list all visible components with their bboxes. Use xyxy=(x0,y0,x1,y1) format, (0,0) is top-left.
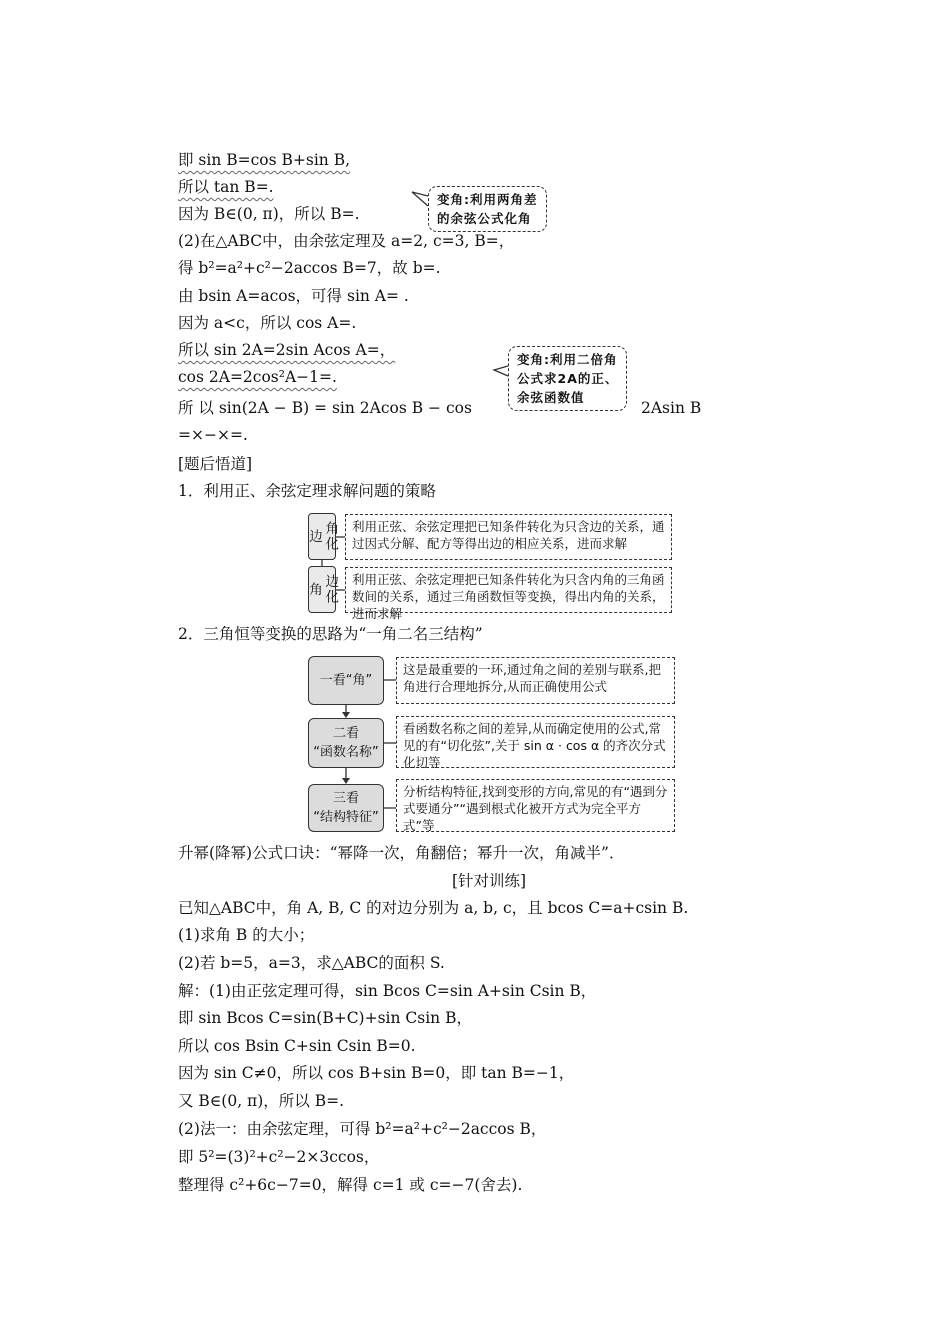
flow-step-label: “结构特征” xyxy=(313,810,379,825)
annotation-line: 变角:利用两角差 xyxy=(437,192,538,207)
annotation-line: 变角:利用二倍角 xyxy=(517,352,618,367)
solution-line-5: 又 B∈(0, π)，所以 B=. xyxy=(178,1092,345,1110)
section-heading-practice: [针对训练] xyxy=(452,872,527,890)
strategy-title: 1．利用正、余弦定理求解问题的策略 xyxy=(178,482,436,500)
flow-step-function-name xyxy=(308,718,384,768)
line-8: 所以 sin 2A=2sin Acos A=， xyxy=(178,341,396,359)
line-4: (2)在△ABC中，由余弦定理及 a=2, c=3, B=， xyxy=(178,232,515,250)
line-11: =×−×=. xyxy=(178,426,248,444)
flow-desc-angle: 这是最重要的一环,通过角之间的差别与联系,把角进行合理地拆分,从而正确使用公式 xyxy=(396,657,675,704)
tag-label: 边化角 xyxy=(306,574,339,605)
solution-line-2: 即 sin Bcos C=sin(B+C)+sin Csin B， xyxy=(178,1009,472,1027)
mnemonic-line: 升幂(降幂)公式口诀：“幂降一次，角翻倍；幂升一次，角减半”． xyxy=(178,844,625,862)
problem-statement: 已知△ABC中，角 A, B, C 的对边分别为 a, b, c，且 bcos C=a+csin B. xyxy=(178,899,689,917)
solution-line-4: 因为 sin C≠0，所以 cos B+sin B=0，即 tan B=−1， xyxy=(178,1064,575,1082)
problem-part-1: (1)求角 B 的大小； xyxy=(178,926,315,944)
annotation-line: 余弦函数值 xyxy=(517,390,585,405)
flow-step-structure xyxy=(308,784,384,832)
flow-step-angle xyxy=(308,656,384,705)
annotation-line: 公式求2A的正、 xyxy=(517,371,619,386)
flow-desc-function-name: 看函数名称之间的差异,从而确定使用的公式,常见的有“切化弦”,关于 sin α · cos α 的齐次分式化切等 xyxy=(396,716,675,768)
flow-step-label: “函数名称” xyxy=(313,745,379,760)
line-1: 即 sin B=cos B+sin B, xyxy=(178,151,351,169)
line-5: 得 b²=a²+c²−2accos B=7，故 b=. xyxy=(178,259,441,277)
flow-step-label: 二看 xyxy=(332,726,359,741)
line-9: cos 2A=2cos²A−1=. xyxy=(178,368,337,386)
identity-title: 2．三角恒等变换的思路为“一角二名三结构” xyxy=(178,625,483,643)
solution-line-3: 所以 cos Bsin C+sin Csin B=0. xyxy=(178,1037,416,1055)
flow-step-label: 一看“角” xyxy=(319,673,373,688)
solution-line-1: 解：(1)由正弦定理可得，sin Bcos C=sin A+sin Csin B， xyxy=(178,982,597,1000)
line-3: 因为 B∈(0, π)，所以 B=. xyxy=(178,205,360,223)
line-10-tail: 2Asin B xyxy=(641,399,702,417)
strategy-box-angle-to-side: 利用正弦、余弦定理把已知条件转化为只含边的关系，通过因式分解、配方等得出边的相应关系，进而求解 xyxy=(345,514,672,560)
line-2: 所以 tan B=. xyxy=(178,178,274,196)
section-heading-insight: [题后悟道] xyxy=(178,455,253,473)
flow-desc-structure: 分析结构特征,找到变形的方向,常见的有“遇到分式要通分”“遇到根式化被开方式为完全平方式”等 xyxy=(396,779,675,832)
line-6: 由 bsin A=acos，可得 sin A= . xyxy=(178,287,409,305)
line-10: 所 以 sin(2A − B) = sin 2Acos B − cos xyxy=(178,399,472,417)
annotation-line: 的余弦公式化角 xyxy=(437,211,532,226)
flow-step-label: 三看 xyxy=(332,791,359,806)
line-7: 因为 a<c，所以 cos A=. xyxy=(178,314,357,332)
solution-line-7: 即 5²=(3)²+c²−2×3ccos， xyxy=(178,1148,380,1166)
strategy-box-side-to-angle: 利用正弦、余弦定理把已知条件转化为只含内角的三角函数间的关系，通过三角函数恒等变换，得出内角的关系，进而求解 xyxy=(345,567,672,613)
solution-line-8: 整理得 c²+6c−7=0，解得 c=1 或 c=−7(舍去). xyxy=(178,1176,523,1194)
solution-line-6: (2)法一：由余弦定理，可得 b²=a²+c²−2accos B， xyxy=(178,1120,547,1138)
tag-label: 角化边 xyxy=(306,521,339,552)
problem-part-2: (2)若 b=5，a=3，求△ABC的面积 S. xyxy=(178,954,445,972)
